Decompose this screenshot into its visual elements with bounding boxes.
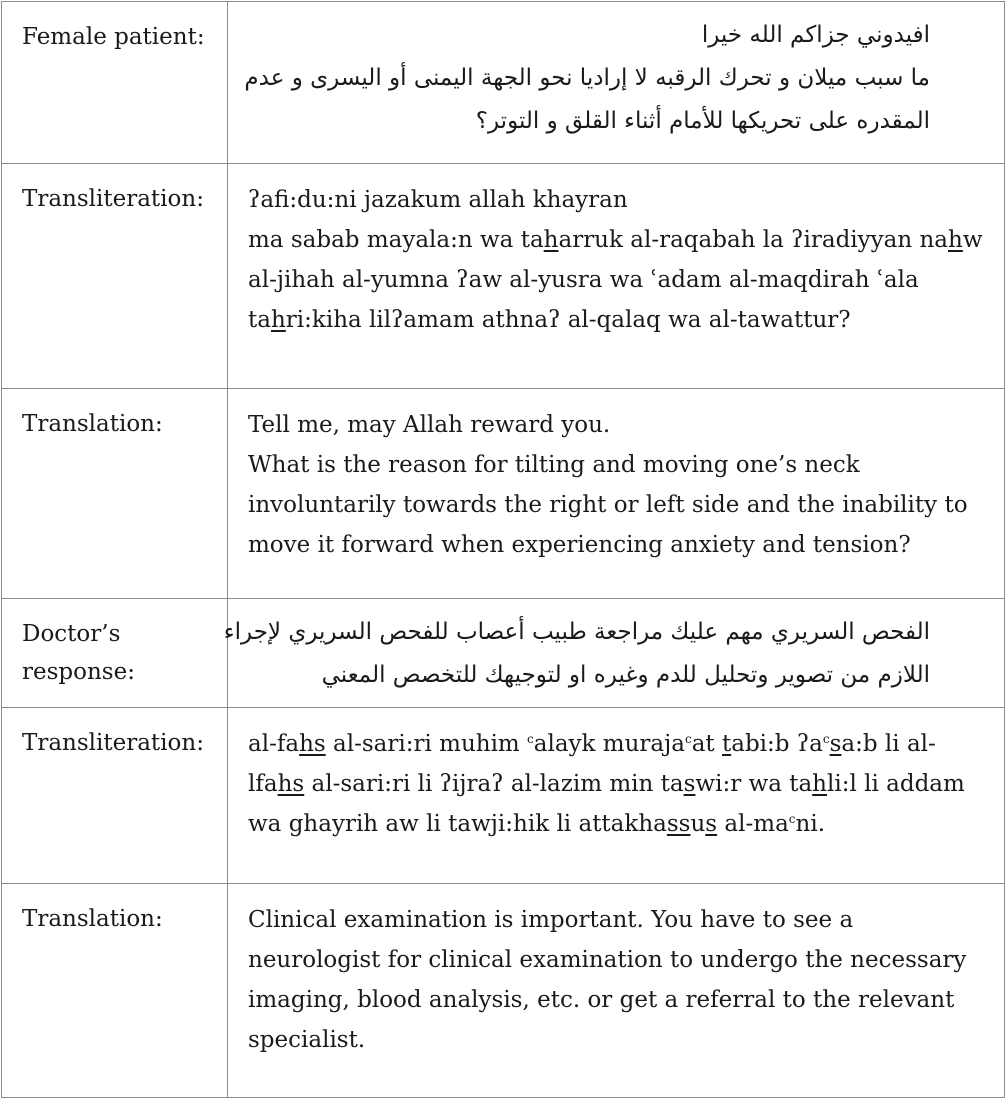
row-label: Translation:: [2, 884, 228, 1098]
text-line: افيدوني جزاكم الله خيرا: [701, 22, 930, 48]
table-row-patient-transliteration: [2, 164, 1005, 389]
text-line: wa ghayrih aw li tawji:hik li attakhassus $al-ma^cni$.: [248, 811, 826, 837]
table-row-patient-arabic: [2, 2, 1005, 164]
text-line: الفحص السريري مهم عليك مراجعة طبيب أعصاب للفحص السريري لإجراء: [223, 619, 930, 645]
text-line: Clinical examination is important. You have to see a: [248, 907, 854, 933]
text-line: ما سبب ميلان و تحرك الرقبه لا إراديا نحو الجهة اليمنى أو اليسرى و عدم: [244, 65, 930, 91]
text-line: ma sabab mayala:n wa taharruk al-raqabah la ʔiradiyyan nahw: [248, 227, 983, 253]
dialogue-table: [1, 1, 1005, 1098]
text-line: ʔafi:du:ni jazakum allah khayran: [248, 187, 628, 213]
text-line: specialist.: [248, 1027, 366, 1053]
text-line: المقدره على تحريكها للأمام أثناء القلق و التوتر؟: [475, 108, 930, 134]
row-label-line: Doctor’s: [22, 621, 121, 647]
text-line: اللازم من تصوير وتحليل للدم وغيره او لتوجيهك للتخصص المعني: [321, 662, 930, 688]
table-row-doctor-translation: [2, 884, 1005, 1098]
text-line: al-jihah al-yumna ʔaw al-yusra wa ʿadam al-maqdirah ʿala: [248, 267, 919, 293]
translation-text: [228, 389, 1005, 599]
table-row-doctor-arabic: [2, 599, 1005, 708]
table-row-doctor-transliteration: [2, 708, 1005, 884]
row-label: Transliteration:: [2, 164, 228, 389]
row-label: Transliteration:: [2, 708, 228, 884]
text-line: move it forward when experiencing anxiety and tension?: [248, 532, 911, 558]
text-line: tahri:kiha lilʔamam athnaʔ al-qalaq wa al-tawattur?: [248, 307, 851, 333]
translation-text: [228, 884, 1005, 1098]
row-label: Translation:: [2, 389, 228, 599]
row-label: [2, 599, 228, 708]
row-label-line: response:: [22, 659, 135, 685]
arabic-text: [223, 599, 1005, 708]
transliteration-text: [228, 708, 1005, 884]
row-label: Female patient:: [2, 2, 228, 164]
text-line: neurologist for clinical examination to undergo the necessary: [248, 947, 967, 973]
text-line: imaging, blood analysis, etc. or get a referral to the relevant: [248, 987, 955, 1013]
text-line: involuntarily towards the right or left side and the inability to: [248, 492, 968, 518]
text-line: What is the reason for tilting and moving one’s neck: [248, 452, 860, 478]
arabic-text: [228, 2, 1005, 164]
text-line: lfahs al-sari:ri li ʔijraʔ al-lazim min taswi:r wa tahli:l li addam: [248, 771, 965, 797]
transliteration-text: [228, 164, 1005, 389]
text-line: Tell me, may Allah reward you.: [248, 412, 611, 438]
text-line: al-fahs al-sari:ri muhim $^c$alayk muraja$^c$at tabi:b ʔa$^c$sa:b li al-: [248, 731, 936, 757]
table-row-patient-translation: [2, 389, 1005, 599]
